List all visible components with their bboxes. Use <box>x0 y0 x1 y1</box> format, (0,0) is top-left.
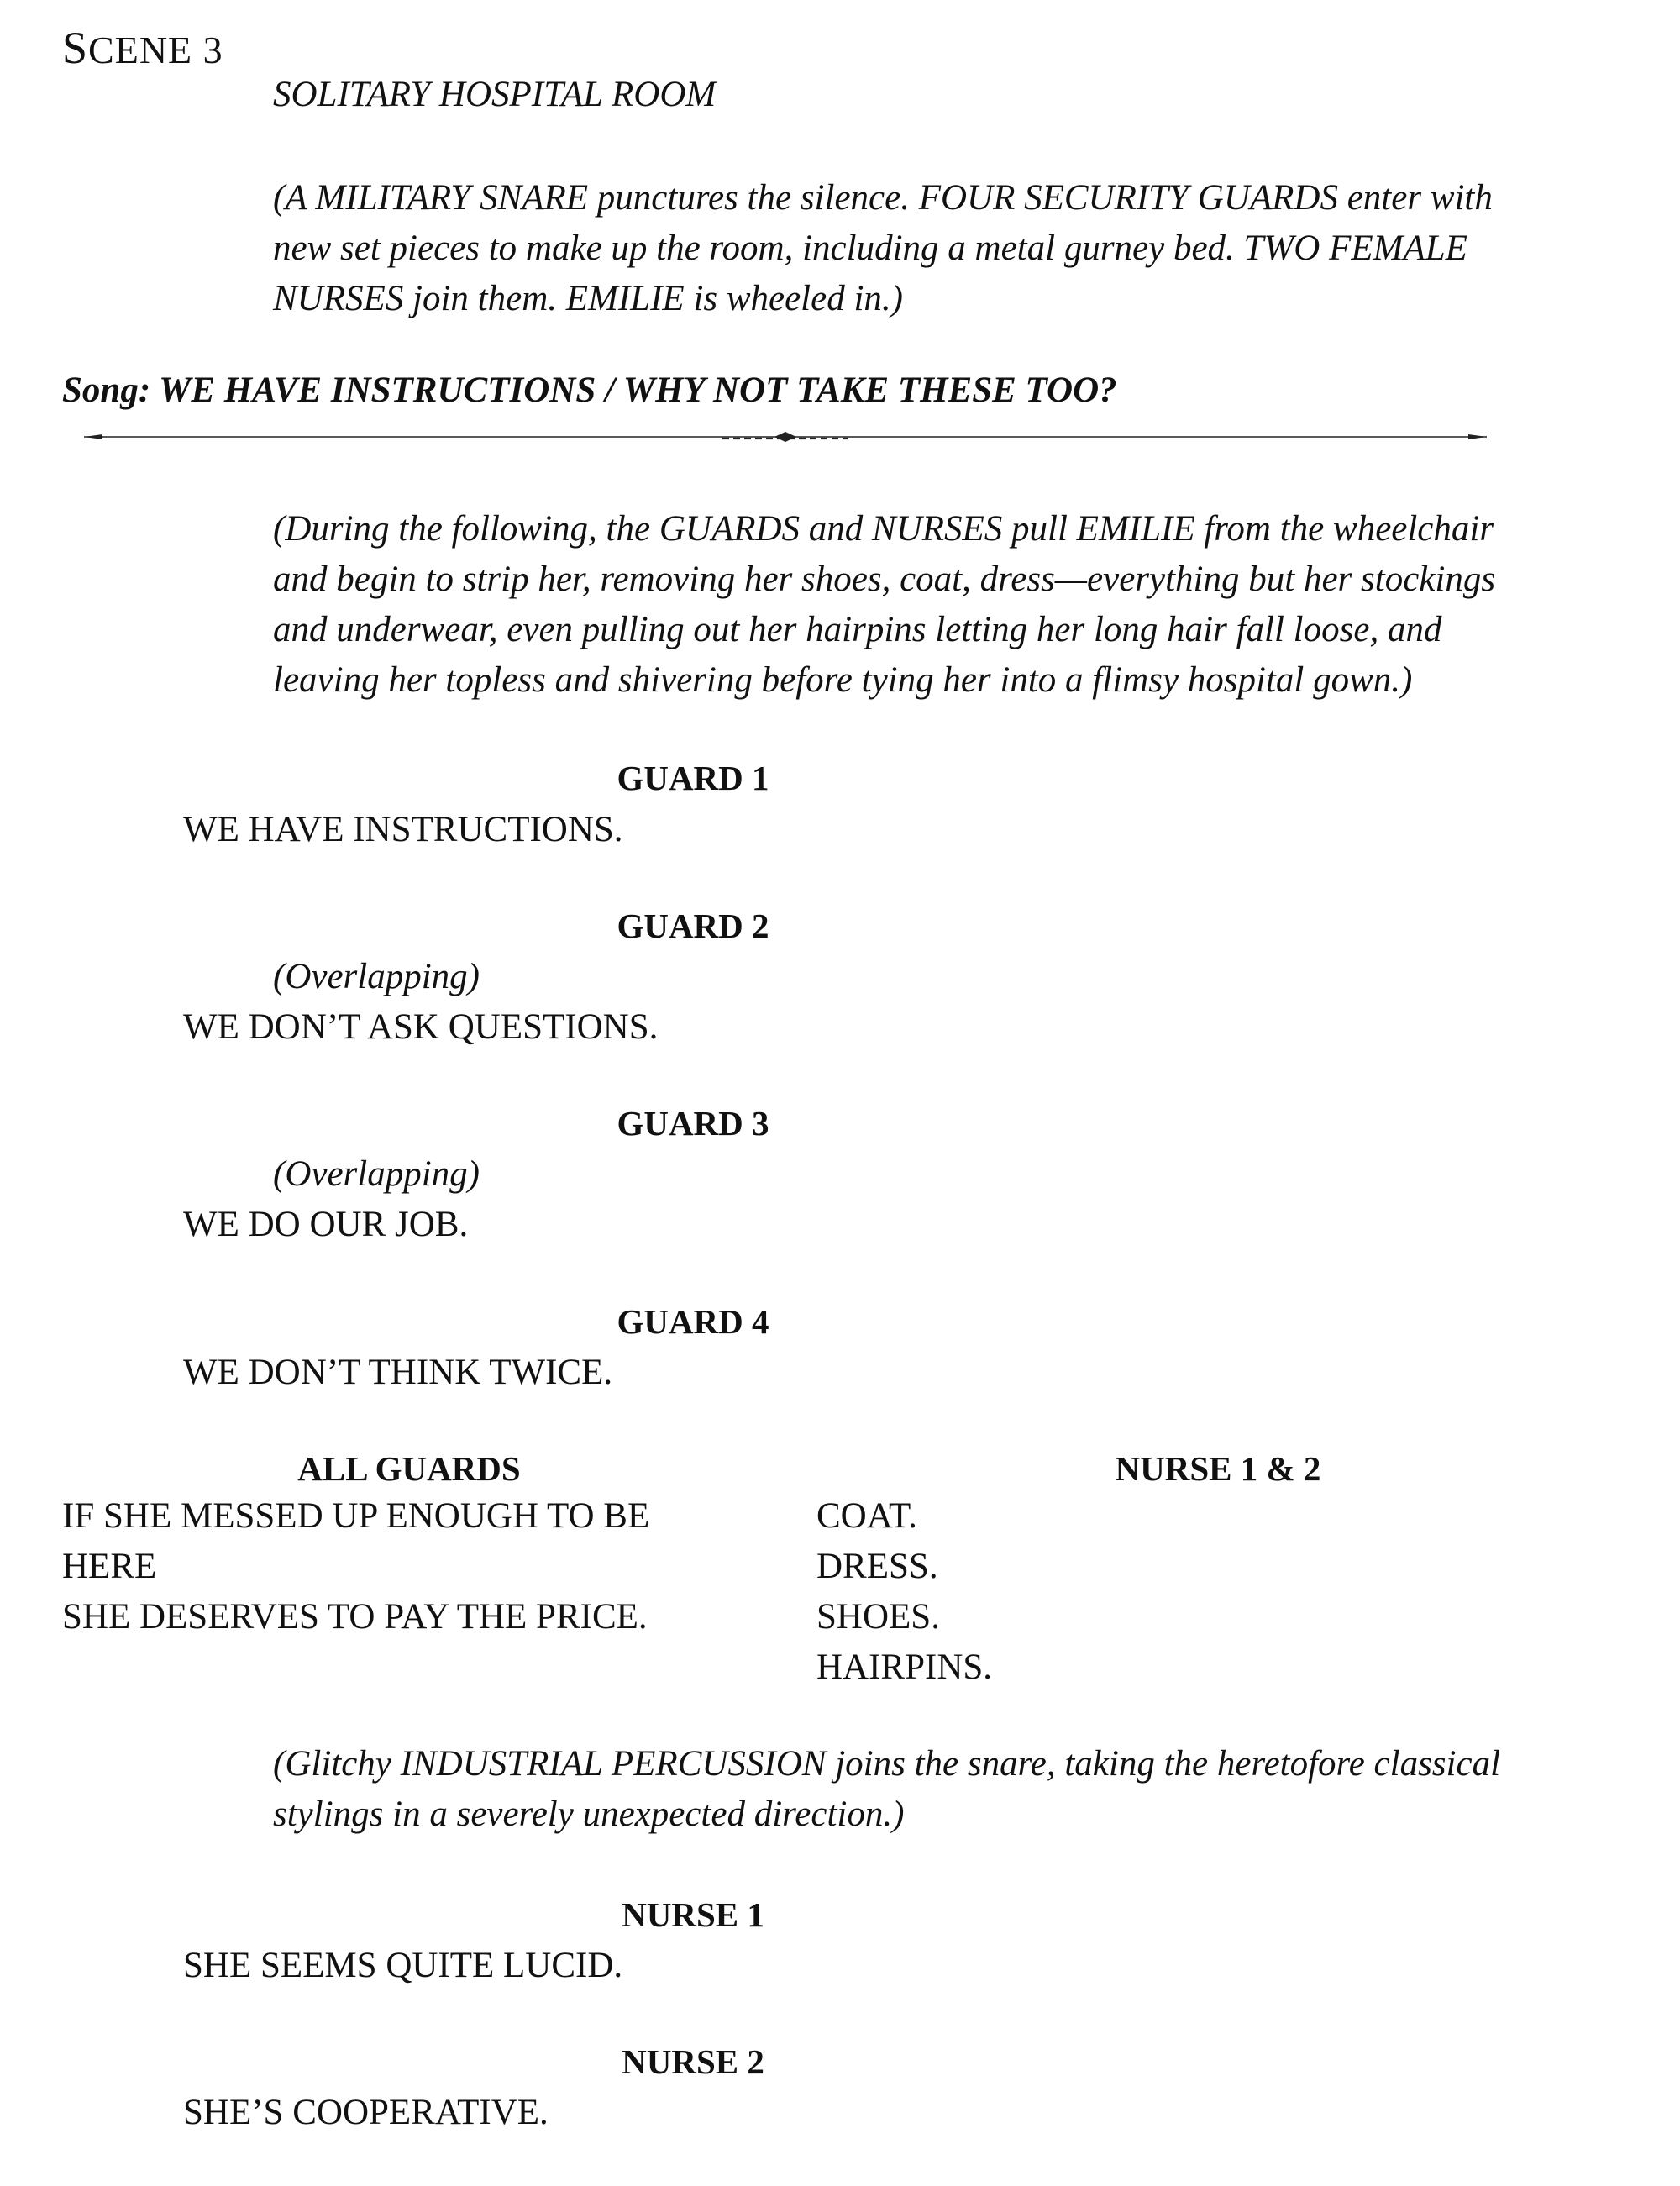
character-name-nurse-1-and-2: NURSE 1 & 2 <box>1115 1449 1321 1488</box>
stage-direction-1 <box>273 173 1493 324</box>
parenthetical-guard-2: (Overlapping) <box>273 957 480 996</box>
dialogue-guard-2: WE DON’T ASK QUESTIONS. <box>183 1007 659 1047</box>
stage-direction-line: (Glitchy INDUSTRIAL PERCUSSION joins the snare, taking the heretofore classical <box>273 1744 1501 1784</box>
character-name-guard-4: GUARD 4 <box>617 1302 769 1341</box>
character-name-guard-2: GUARD 2 <box>617 906 769 945</box>
stage-direction-line: (During the following, the GUARDS and NURSES pull EMILIE from the wheelchair <box>273 509 1494 549</box>
stage-direction-2 <box>273 504 1495 706</box>
dialogue-line: IF SHE MESSED UP ENOUGH TO BE <box>62 1496 650 1536</box>
scene-heading-initial: S <box>62 23 89 73</box>
stage-direction-line: and underwear, even pulling out her hairpins letting her long hair fall loose, and <box>273 610 1442 649</box>
dialogue-nurse-1-and-2 <box>816 1491 992 1693</box>
stage-direction-line: new set pieces to make up the room, including a metal gurney bed. TWO FEMALE <box>273 229 1467 268</box>
character-name-guard-1: GUARD 1 <box>617 759 769 797</box>
stage-direction-line: (A MILITARY SNARE punctures the silence. FOUR SECURITY GUARDS enter with <box>273 178 1493 218</box>
stage-direction-3 <box>273 1739 1500 1840</box>
dialogue-line: DRESS. <box>816 1547 938 1586</box>
scene-location: SOLITARY HOSPITAL ROOM <box>273 75 717 114</box>
song-title: Song: WE HAVE INSTRUCTIONS / WHY NOT TAKE THESE TOO? <box>62 370 1117 410</box>
dialogue-line: SHOES. <box>816 1597 940 1637</box>
stage-direction-line: leaving her topless and shivering before tying her into a flimsy hospital gown.) <box>273 660 1413 700</box>
stage-direction-line: stylings in a severely unexpected direction.) <box>273 1795 905 1834</box>
dialogue-nurse-2: SHE’S COOPERATIVE. <box>183 2093 549 2132</box>
ornamental-divider <box>84 427 1487 447</box>
dialogue-guard-4: WE DON’T THINK TWICE. <box>183 1353 613 1392</box>
dialogue-line: HAIRPINS. <box>816 1647 993 1687</box>
scene-heading-rest: CENE 3 <box>88 29 223 71</box>
dialogue-nurse-1: SHE SEEMS QUITE LUCID. <box>183 1946 623 1985</box>
parenthetical-guard-3: (Overlapping) <box>273 1154 480 1194</box>
dialogue-guard-1: WE HAVE INSTRUCTIONS. <box>183 810 623 849</box>
character-name-guard-3: GUARD 3 <box>617 1104 769 1143</box>
dialogue-line: COAT. <box>816 1496 917 1536</box>
stage-direction-line: NURSES join them. EMILIE is wheeled in.) <box>273 279 903 318</box>
dialogue-guard-3: WE DO OUR JOB. <box>183 1205 469 1244</box>
character-name-nurse-1: NURSE 1 <box>622 1895 764 1934</box>
scene-heading <box>62 22 223 74</box>
character-name-nurse-2: NURSE 2 <box>622 2042 764 2081</box>
character-name-all-guards: ALL GUARDS <box>297 1449 521 1488</box>
stage-direction-line: and begin to strip her, removing her shoes, coat, dress—everything but her stockings <box>273 560 1496 599</box>
dialogue-all-guards <box>62 1491 649 1642</box>
dialogue-line: SHE DESERVES TO PAY THE PRICE. <box>62 1597 648 1637</box>
dialogue-line: HERE <box>62 1547 157 1586</box>
